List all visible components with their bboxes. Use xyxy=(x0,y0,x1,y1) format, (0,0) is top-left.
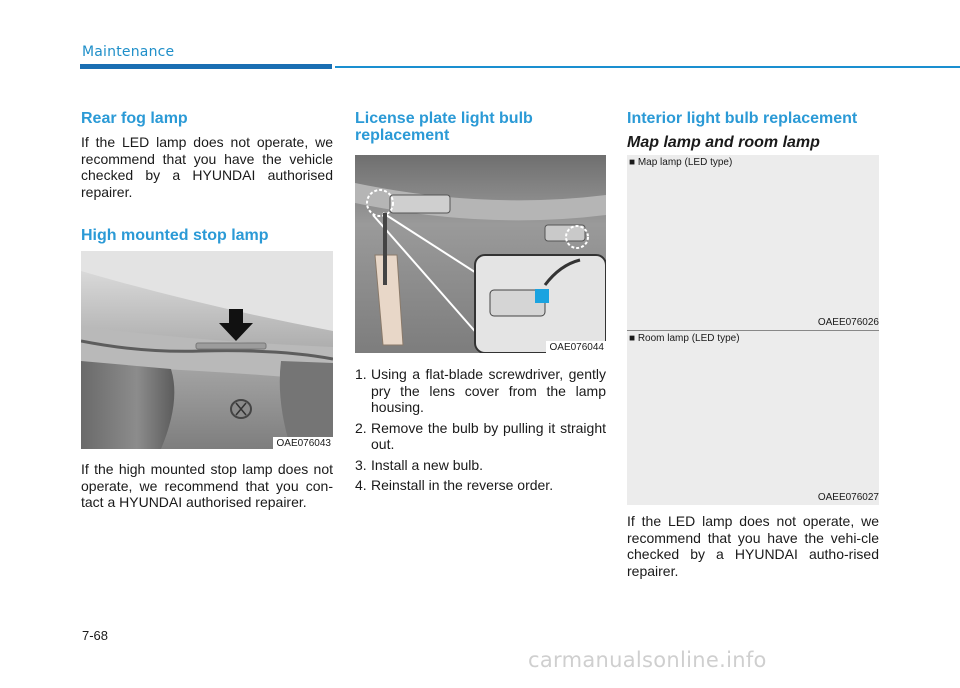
map-lamp-label: ■ Map lamp (LED type) xyxy=(629,157,733,168)
room-lamp-label: ■ Room lamp (LED type) xyxy=(629,333,740,344)
high-stop-title: High mounted stop lamp xyxy=(81,227,269,244)
figure-code-oaee076026: OAEE076026 xyxy=(817,317,879,328)
license-lamp-illustration xyxy=(355,155,606,353)
license-plate-light-figure xyxy=(355,155,606,353)
figure-code-oae076043: OAE076043 xyxy=(273,437,334,449)
step-1: 1. Using a flat-blade screwdriver, gently pry the lens cover from the lamp housing. xyxy=(355,366,606,415)
interior-title: Interior light bulb replacement xyxy=(627,110,858,127)
car-rear-illustration xyxy=(81,251,333,449)
room-lamp-panel xyxy=(627,331,879,505)
rear-fog-title: Rear fog lamp xyxy=(81,110,188,127)
watermark: carmanualsonline.info xyxy=(528,648,767,672)
section-header: Maintenance xyxy=(82,44,175,60)
step-3: 3. Install a new bulb. xyxy=(355,456,484,473)
license-title-line2: replacement xyxy=(355,127,450,144)
map-lamp-panel xyxy=(627,155,879,330)
high-stop-lamp-figure xyxy=(81,251,333,449)
header-rule-dark xyxy=(80,64,332,69)
license-title-line1: License plate light bulb xyxy=(355,110,533,127)
step-4: 4. Reinstall in the reverse order. xyxy=(355,477,554,493)
license-steps-list xyxy=(355,366,606,498)
high-stop-body: If the high mounted stop lamp does not operate, we recommend that you con-tact a HYUNDAI authorised repairer. xyxy=(81,461,333,510)
license-title xyxy=(355,110,533,144)
rear-fog-body: If the LED lamp does not operate, we recommend that you have the vehicle checked by a HYUNDAI authorised repairer. xyxy=(81,134,333,200)
step-2: 2. Remove the bulb by pulling it straight out. xyxy=(355,419,606,452)
figure-code-oae076044: OAE076044 xyxy=(546,341,607,353)
interior-body: If the LED lamp does not operate, we recommend that you have the vehi-cle checked by a HYUNDAI autho-rised repairer. xyxy=(627,513,879,579)
figure-code-oaee076027: OAEE076027 xyxy=(817,492,879,503)
header-rule-light xyxy=(335,66,960,68)
page-number: 7-68 xyxy=(82,628,109,643)
interior-subtitle: Map lamp and room lamp xyxy=(627,134,820,151)
